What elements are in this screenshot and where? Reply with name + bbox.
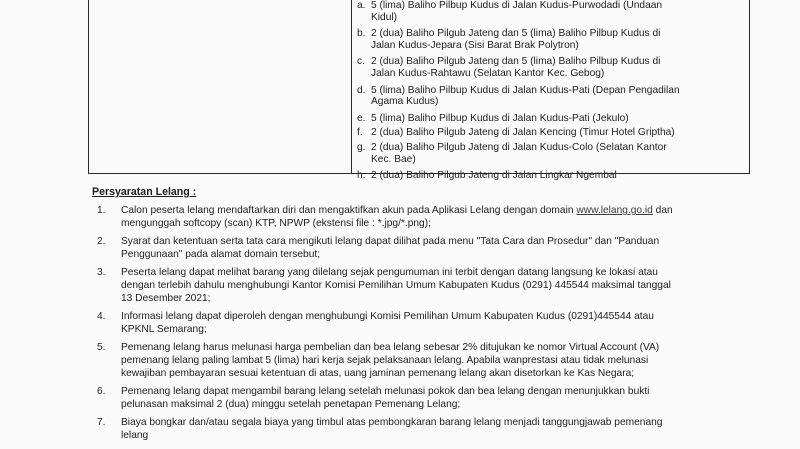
item-text-line: 5 (lima) Baliho Pilbup Kudus di Jalan Kudus-Pati (Depan Pengadilan bbox=[371, 84, 680, 96]
list-item bbox=[357, 85, 745, 108]
item-text-line: 2 (dua) Baliho Pilgub Jateng di Jalan Lingkar Ngembal bbox=[371, 170, 617, 182]
list-item bbox=[97, 311, 757, 336]
item-text-line: 2 (dua) Baliho Pilgub Jateng di Jalan Kudus-Colo (Selatan Kantor bbox=[371, 141, 667, 153]
requirements-list bbox=[97, 205, 757, 449]
requirement-text-line: kewajiban pembayaran sesuai ketentuan di atas, uang jaminan pemenang lelang akan disetorkan ke Kas Negara; bbox=[121, 367, 635, 379]
item-letter: c. bbox=[357, 56, 365, 68]
list-item bbox=[97, 342, 757, 380]
requirement-text-line: Peserta lelang dapat melihat barang yang dilelang sejak pengumuman ini terbit dengan datang langsung ke lokasi atau bbox=[121, 267, 658, 279]
requirement-text-line: Biaya bongkar dan/atau segala biaya yang timbul atas pembongkaran barang lelang menjadi tanggungjawab pemenang bbox=[121, 417, 663, 429]
requirement-number: 6. bbox=[97, 386, 106, 398]
requirement-text-line: Pemenang lelang dapat mengambil barang lelang setelah melunasi pokok dan bea lelang dengan menunjukkan bukti bbox=[121, 386, 650, 398]
requirement-number: 1. bbox=[97, 205, 106, 216]
list-item bbox=[97, 205, 757, 230]
item-text-line: 2 (dua) Baliho Pilgub Jateng di Jalan Kencing (Timur Hotel Griptha) bbox=[371, 127, 675, 139]
list-item bbox=[97, 417, 757, 442]
item-letter: f. bbox=[357, 127, 363, 139]
list-item bbox=[357, 113, 745, 125]
list-item bbox=[357, 28, 745, 51]
item-letter: b. bbox=[357, 28, 366, 40]
item-text-line: 5 (lima) Baliho Pilbup Kudus di Jalan Kudus-Pati (Jekulo) bbox=[371, 112, 629, 124]
requirement-text-line: lelang bbox=[121, 429, 149, 441]
table-column-divider bbox=[351, 0, 352, 173]
requirement-text-line: 13 Desember 2021; bbox=[121, 292, 211, 304]
list-item bbox=[97, 236, 757, 261]
list-item bbox=[97, 386, 757, 411]
item-text-line: Kec. Bae) bbox=[371, 153, 416, 165]
requirement-text-line: Syarat dan ketentuan serta tata cara mengikuti lelang dapat dilihat pada menu "Tata Cara dan Prosedur" dan "Panduan bbox=[121, 236, 660, 248]
list-item bbox=[357, 127, 745, 139]
requirement-text-line: pelunasan maksimal 2 (dua) minggu setelah penetapan Pemenang Lelang; bbox=[121, 398, 461, 410]
requirement-number: 5. bbox=[97, 342, 106, 354]
requirement-text-line: mengunggah softcopy (scan) KTP, NPWP (ekstensi file : *.jpg/*.png); bbox=[121, 217, 431, 229]
requirement-number: 4. bbox=[97, 311, 106, 323]
item-letter: g. bbox=[357, 141, 366, 153]
requirement-text-line: Informasi lelang dapat diperoleh dengan menghubungi Komisi Pemilihan Umum Kabupaten Kudus (0291)445544 atau bbox=[121, 311, 654, 323]
requirement-text-line bbox=[121, 205, 757, 218]
requirement-text-line: KPKNL Semarang; bbox=[121, 323, 207, 335]
requirements-heading: Persyaratan Lelang : bbox=[92, 186, 197, 198]
item-letter: e. bbox=[357, 112, 366, 124]
requirement-text: dan bbox=[652, 205, 673, 216]
requirement-text-line: Penggunaan" pada alamat domain tersebut; bbox=[121, 248, 321, 260]
lelang-domain-link[interactable]: www.lelang.go.id bbox=[576, 205, 653, 216]
requirement-text-line: dengan terlebih dahulu menghubungi Kantor Komisi Pemilihan Umum Kabupaten Kudus (0291) 445544 maksimal tanggal bbox=[121, 279, 671, 291]
item-letter: a. bbox=[357, 0, 366, 11]
item-letter: h. bbox=[357, 170, 366, 182]
item-text-line: Agama Kudus) bbox=[371, 96, 439, 108]
baliho-item-list bbox=[357, 0, 745, 182]
list-item bbox=[357, 0, 745, 23]
item-text-line: Kidul) bbox=[371, 11, 398, 23]
item-text-line: 2 (dua) Baliho Pilgub Jateng dan 5 (lima) Baliho Pilbup Kudus di bbox=[371, 28, 661, 40]
item-text-line: Jalan Kudus-Jepara (Sisi Barat Brak Polytron) bbox=[371, 39, 579, 51]
list-item bbox=[357, 142, 745, 165]
requirement-number: 3. bbox=[97, 267, 106, 279]
list-item bbox=[357, 170, 745, 182]
requirement-number: 7. bbox=[97, 417, 106, 429]
item-text-line: 2 (dua) Baliho Pilgub Jateng dan 5 (lima) Baliho Pilbup Kudus di bbox=[371, 56, 661, 68]
item-text-line: Jalan Kudus-Rahtawu (Selatan Kantor Kec. Gebog) bbox=[371, 67, 605, 79]
item-letter: d. bbox=[357, 84, 366, 96]
requirement-text-line: Pemenang lelang harus melunasi harga pembelian dan bea lelang sebesar 2% ditujukan ke nomor Virtual Account (VA) bbox=[121, 342, 660, 354]
requirement-text: Calon peserta lelang mendaftarkan diri dan mengaktifkan akun pada Aplikasi Lelang dengan domain bbox=[121, 205, 574, 216]
requirement-text-line: pemenang lelang paling lambat 5 (lima) hari kerja sejak pelaksanaan lelang. Apabila wanprestasi atau tidak melunasi bbox=[121, 354, 649, 366]
list-item bbox=[357, 56, 745, 79]
item-text-line: 5 (lima) Baliho Pilbup Kudus di Jalan Kudus-Purwodadi (Undaan bbox=[371, 0, 663, 11]
list-item bbox=[97, 267, 757, 305]
requirement-number: 2. bbox=[97, 236, 106, 248]
